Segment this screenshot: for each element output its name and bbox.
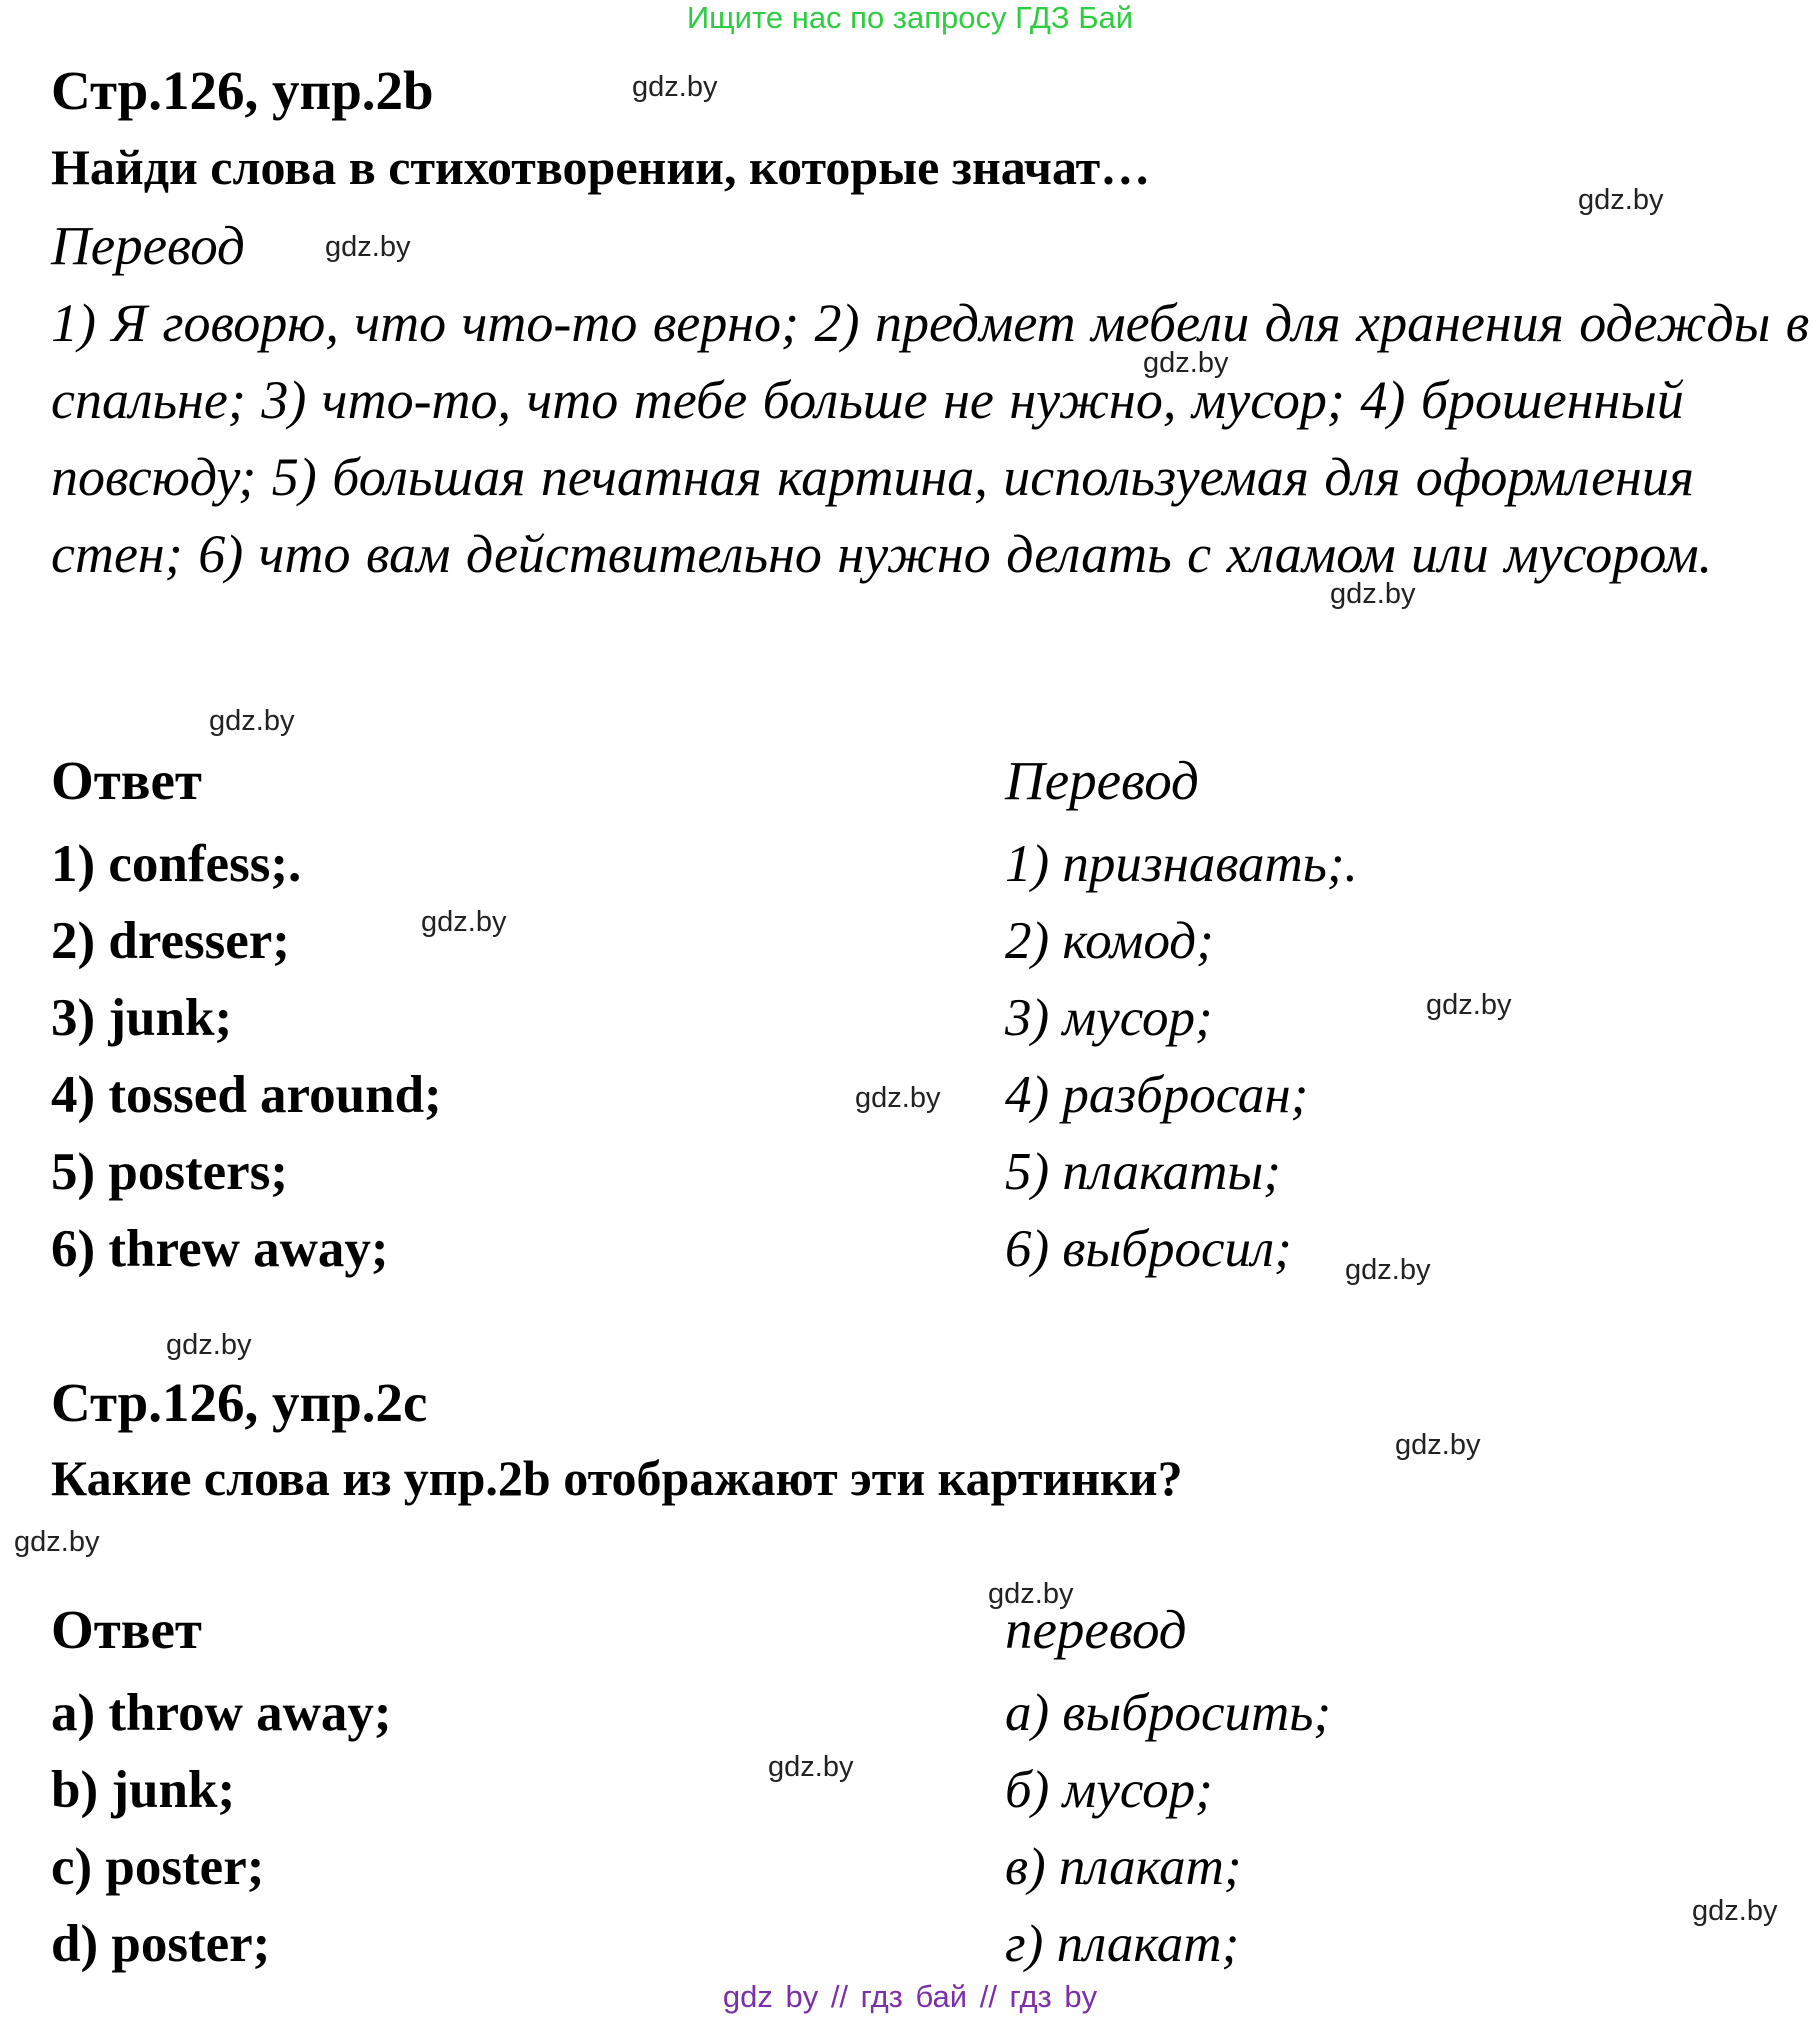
- answer-item: 3) junk;: [51, 989, 233, 1047]
- watermark: gdz.by: [1345, 1254, 1431, 1286]
- section2-heading: Стр.126, упр.2с: [51, 1372, 428, 1433]
- section1-answer-translation-label: Перевод: [1005, 750, 1199, 811]
- section2-answer-label: Ответ: [51, 1599, 202, 1660]
- watermark: gdz.by: [1330, 578, 1416, 610]
- translation-item: 3) мусор;: [1005, 989, 1213, 1047]
- watermark: gdz.by: [768, 1751, 854, 1783]
- answer-item: d) poster;: [51, 1915, 271, 1973]
- watermark: gdz.by: [421, 906, 507, 938]
- translation-item: в) плакат;: [1005, 1838, 1242, 1896]
- watermark: gdz.by: [1143, 347, 1229, 379]
- translation-item: 6) выбросил;: [1005, 1220, 1292, 1278]
- section2-translation-list: [1005, 1675, 1331, 1983]
- answer-item: 1) confess;.: [51, 835, 302, 893]
- section1-translation-text: 1) Я говорю, что что-то верно; 2) предмет мебели для хранения одежды в спальне; 3) что-то, что тебе больше не нужно, мусор; 4) брошенный повсюду; 5) большая печатная картина, используемая для оформления стен; 6) что вам действительно нужно делать с хламом или мусором.: [51, 293, 1810, 584]
- translation-item: 2) комод;: [1005, 912, 1214, 970]
- watermark: gdz.by: [855, 1082, 941, 1114]
- section1-heading: Стр.126, упр.2b: [51, 60, 434, 121]
- translation-item: а) выбросить;: [1005, 1684, 1332, 1742]
- watermark: gdz.by: [988, 1578, 1074, 1610]
- translation-item: г) плакат;: [1005, 1915, 1240, 1973]
- translation-item: б) мусор;: [1005, 1761, 1213, 1819]
- watermark: gdz.by: [209, 705, 295, 737]
- answer-item: c) poster;: [51, 1838, 265, 1896]
- watermark: gdz.by: [166, 1329, 252, 1361]
- watermark: gdz.by: [325, 231, 411, 263]
- translation-item: 1) признавать;.: [1005, 835, 1358, 893]
- section1-answer-list: [51, 826, 442, 1288]
- section2-answer-translation-label: перевод: [1005, 1599, 1187, 1660]
- answer-item: b) junk;: [51, 1761, 236, 1819]
- watermark: gdz.by: [1692, 1895, 1778, 1927]
- section2-task: Какие слова из упр.2b отображают эти картинки?: [51, 1450, 1183, 1506]
- watermark: gdz.by: [632, 71, 718, 103]
- answer-item: 6) threw away;: [51, 1220, 389, 1278]
- answer-item: 5) posters;: [51, 1143, 288, 1201]
- watermark: gdz.by: [1395, 1429, 1481, 1461]
- translation-item: 4) разбросан;: [1005, 1066, 1309, 1124]
- section1-answer-label: Ответ: [51, 750, 202, 811]
- translation-item: 5) плакаты;: [1005, 1143, 1281, 1201]
- answer-item: 2) dresser;: [51, 912, 290, 970]
- bottom-banner: gdz by // гдз бай // гдз by: [722, 1979, 1098, 2014]
- section1-translation-list: [1005, 826, 1358, 1288]
- watermark: gdz.by: [1426, 989, 1512, 1021]
- watermark: gdz.by: [14, 1526, 100, 1558]
- top-banner: Ищите нас по запросу ГДЗ Бай: [686, 0, 1134, 35]
- answer-item: 4) tossed around;: [51, 1066, 442, 1124]
- section1-translation-label: Перевод: [51, 215, 245, 276]
- watermark: gdz.by: [1578, 184, 1664, 216]
- answer-item: a) throw away;: [51, 1684, 392, 1742]
- section2-answer-list: [51, 1675, 392, 1983]
- section1-task: Найди слова в стихотворении, которые значат…: [51, 139, 1151, 195]
